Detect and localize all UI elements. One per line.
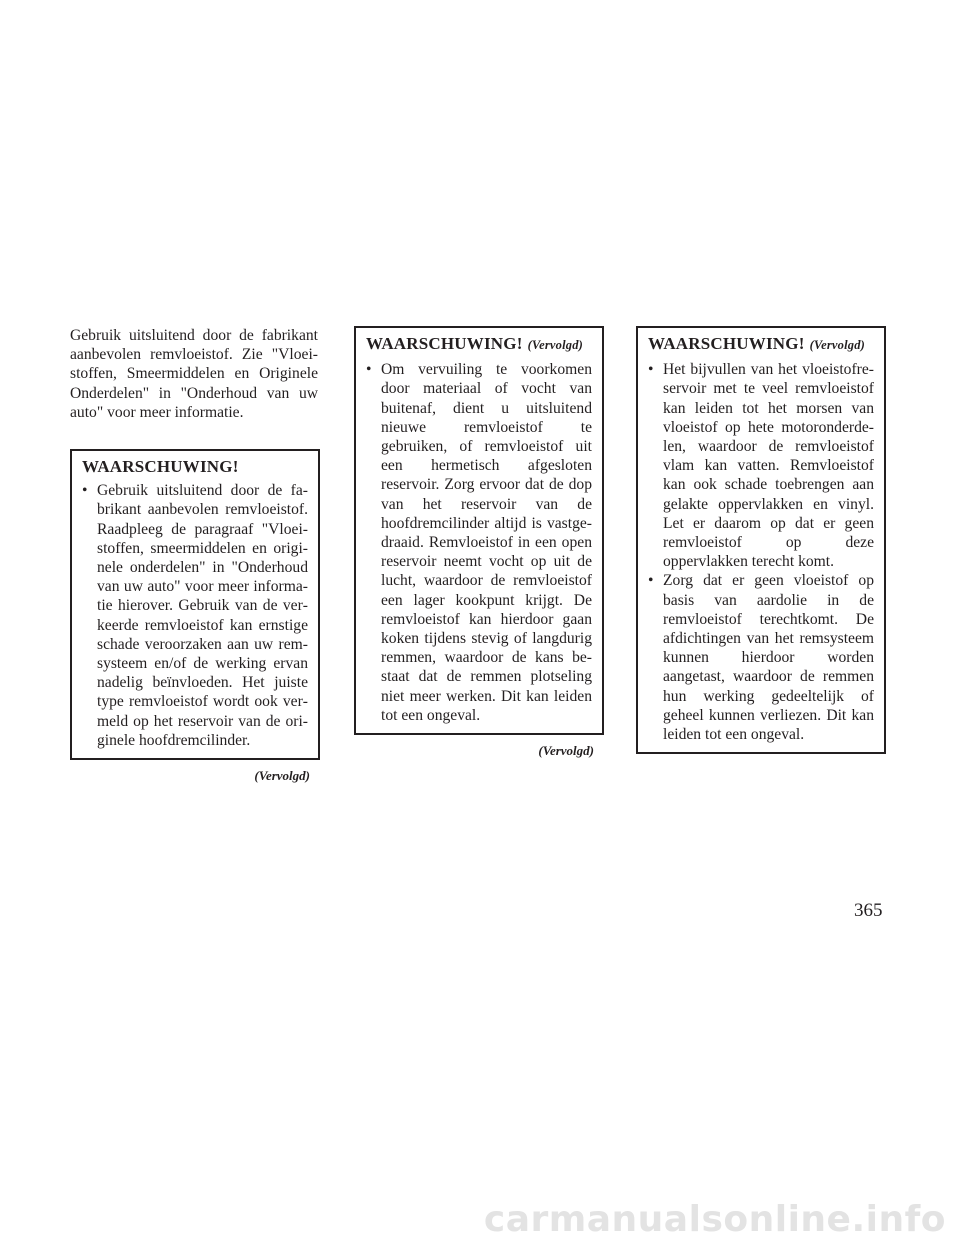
warning-continued-label: (Vervolgd) bbox=[527, 338, 584, 352]
warning-title-text: WAARSCHUWING! bbox=[366, 334, 523, 353]
warning-list bbox=[366, 360, 592, 725]
intro-paragraph: Gebruik uitsluitend door de fabrikant aanbevolen remvloeistof. Zie "Vloeistoffen, Smeermiddelen en Originele Onderdelen" in "Onderhoud van uw auto" voor meer informatie. bbox=[70, 327, 318, 421]
warning-box-2 bbox=[354, 326, 604, 735]
warning-continued-label: (Vervolgd) bbox=[809, 338, 866, 352]
column-right bbox=[636, 326, 886, 754]
watermark-logo: carmanualsonline.info bbox=[483, 1198, 946, 1240]
continued-footer: (Vervolgd) bbox=[538, 743, 594, 759]
warning-box-3 bbox=[636, 326, 886, 754]
warning-list bbox=[648, 360, 874, 744]
warning-item: • Gebruik uitsluitend door de fabrikant aanbevolen remvloeistof. Raadpleeg de paragraaf "Vloeistoffen, smeermiddelen en originele onderdelen" in "Onderhoud van uw auto" voor meer informatie hierover. Gebruik van de verkeerde remvloeistof kan ernstige schade veroorzaken aan uw remsysteem en/of de werking ervan nadelig beïnvloeden. Het juiste type remvloeistof wordt ook vermeld op het reservoir van de originele hoofdremcilinder. bbox=[82, 481, 308, 750]
warning-box-1 bbox=[70, 449, 320, 760]
column-left bbox=[70, 326, 320, 785]
warning-title bbox=[82, 457, 308, 476]
warning-title-text: WAARSCHUWING! bbox=[82, 457, 239, 477]
warning-item: • Zorg dat er geen vloeistof op basis van aardolie in de remvloeistof terechtkomt. De afdichtingen van het remsysteem kunnen hierdoor worden aangetast, waardoor de remmen hun werking gedeeltelijk of geheel kunnen verliezen. Dit kan leiden tot een ongeval. bbox=[648, 571, 874, 744]
column-middle bbox=[354, 326, 604, 760]
warning-item: • Om vervuiling te voorkomen door materiaal of vocht van buitenaf, dient u uitsluitend nieuwe remvloeistof te gebruiken, of remvloeistof uit een hermetisch afgesloten reservoir. Zorg ervoor dat de dop van het reservoir van de hoofdremcilinder altijd is vastgedraaid. Remvloeistof in een open reservoir neemt vocht op uit de lucht, waardoor de remvloeistof een lager kookpunt krijgt. De remvloeistof kan hierdoor gaan koken tijdens stevig of langdurig remmen, waardoor de kans bestaat dat de remmen plotseling niet meer werken. Dit kan leiden tot een ongeval. bbox=[366, 360, 592, 725]
continued-footer: (Vervolgd) bbox=[254, 768, 310, 784]
warning-item: • Het bijvullen van het vloeistofreservoir met te veel remvloeistof kan leiden tot het morsen van vloeistof op hete motoronderdelen, waardoor de remvloeistof vlam kan vatten. Remvloeistof kan ook schade toebrengen aan gelakte oppervlakken en vinyl. Let er daarom op dat er geen remvloeistof op deze oppervlakken terecht komt. bbox=[648, 360, 874, 571]
page-number: 365 bbox=[854, 900, 883, 921]
warning-title bbox=[648, 334, 874, 355]
warning-title bbox=[366, 334, 592, 355]
warning-title-text: WAARSCHUWING! bbox=[648, 334, 805, 353]
warning-list bbox=[82, 481, 308, 750]
